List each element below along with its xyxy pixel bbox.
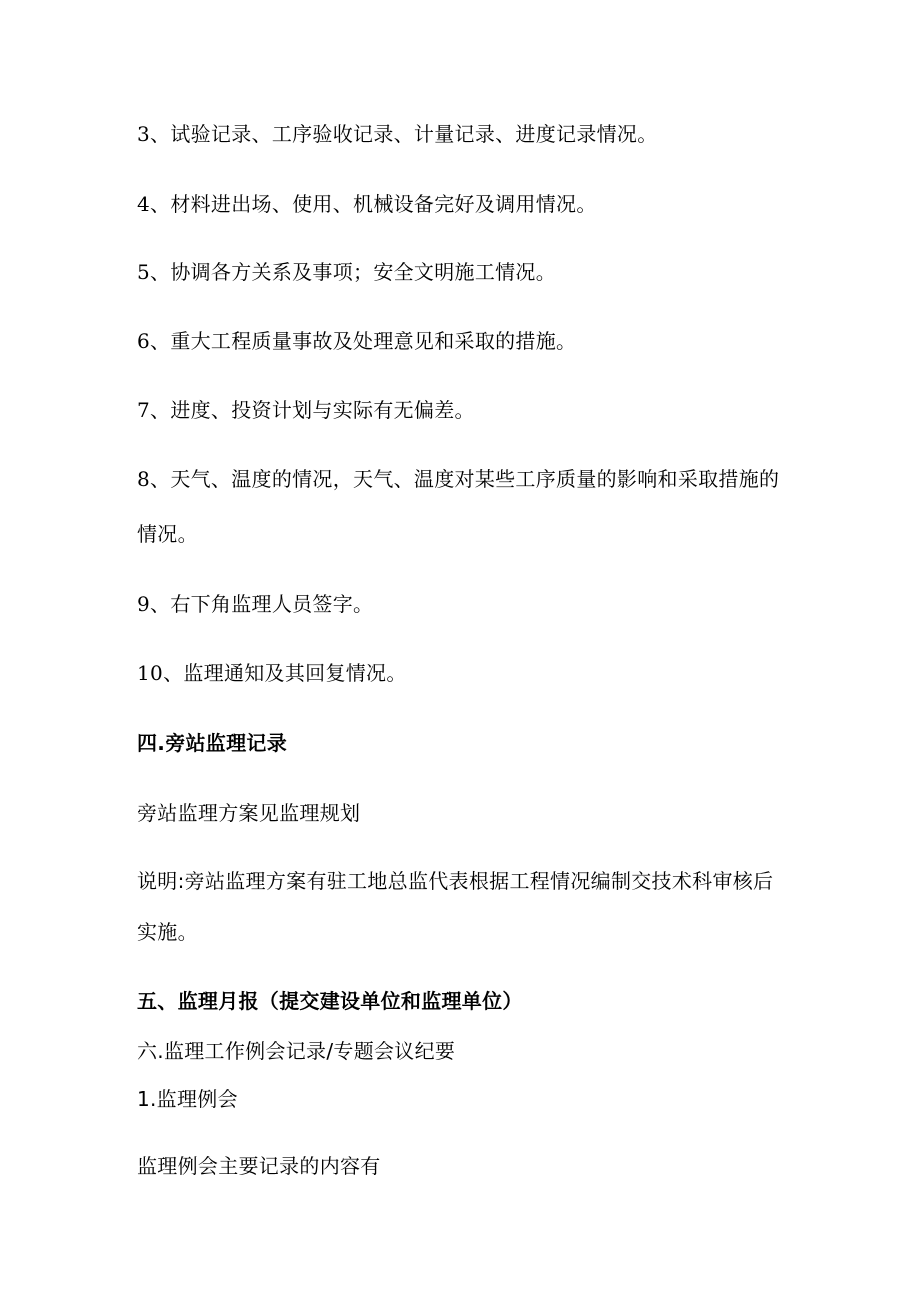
item-text: 、协调各方关系及事项；安全文明施工情况。 <box>150 260 557 284</box>
section-6-subheading-1: 1.监理例会 <box>137 1087 238 1111</box>
section-5-heading: 五、监理月报（提交建设单位和监理单位） <box>137 989 523 1013</box>
list-item-4 <box>137 190 597 218</box>
item-number: 4 <box>137 192 151 216</box>
list-item-3 <box>137 120 658 148</box>
section-4-heading: 四.旁站监理记录 <box>137 731 287 755</box>
item-text: 、进度、投资计划与实际有无偏差。 <box>150 398 475 422</box>
list-item-5 <box>137 258 556 286</box>
section-6-paragraph-1: 监理例会主要记录的内容有 <box>137 1154 381 1178</box>
list-item-7 <box>137 396 475 424</box>
item-number: 5 <box>137 260 151 284</box>
item-number: 6 <box>137 329 151 353</box>
list-item-10 <box>137 659 407 687</box>
list-item-8 <box>137 465 779 493</box>
list-item-8-continuation: 情况。 <box>137 522 198 546</box>
item-number: 9 <box>137 592 151 616</box>
item-text: 、试验记录、工序验收记录、计量记录、进度记录情况。 <box>150 122 658 146</box>
item-text: 、监理通知及其回复情况。 <box>163 661 407 685</box>
item-text: 、右下角监理人员签字。 <box>150 592 374 616</box>
item-number: 7 <box>137 398 151 422</box>
item-text: 、天气、温度的情况，天气、温度对某些工序质量的影响和采取措施的 <box>150 467 780 491</box>
item-number: 8 <box>137 467 151 491</box>
item-text: 、重大工程质量事故及处理意见和采取的措施。 <box>150 329 577 353</box>
section-4-paragraph-1: 旁站监理方案见监理规划 <box>137 801 361 825</box>
item-number: 10 <box>137 661 164 685</box>
section-4-paragraph-2-line-1: 说明:旁站监理方案有驻工地总监代表根据工程情况编制交技术科审核后 <box>137 869 774 893</box>
item-text: 、材料进出场、使用、机械设备完好及调用情况。 <box>150 192 597 216</box>
section-4-paragraph-2-line-2: 实施。 <box>137 920 198 944</box>
section-6-heading: 六.监理工作例会记录/专题会议纪要 <box>137 1039 456 1063</box>
item-number: 3 <box>137 122 151 146</box>
list-item-6 <box>137 327 576 355</box>
list-item-9 <box>137 590 373 618</box>
